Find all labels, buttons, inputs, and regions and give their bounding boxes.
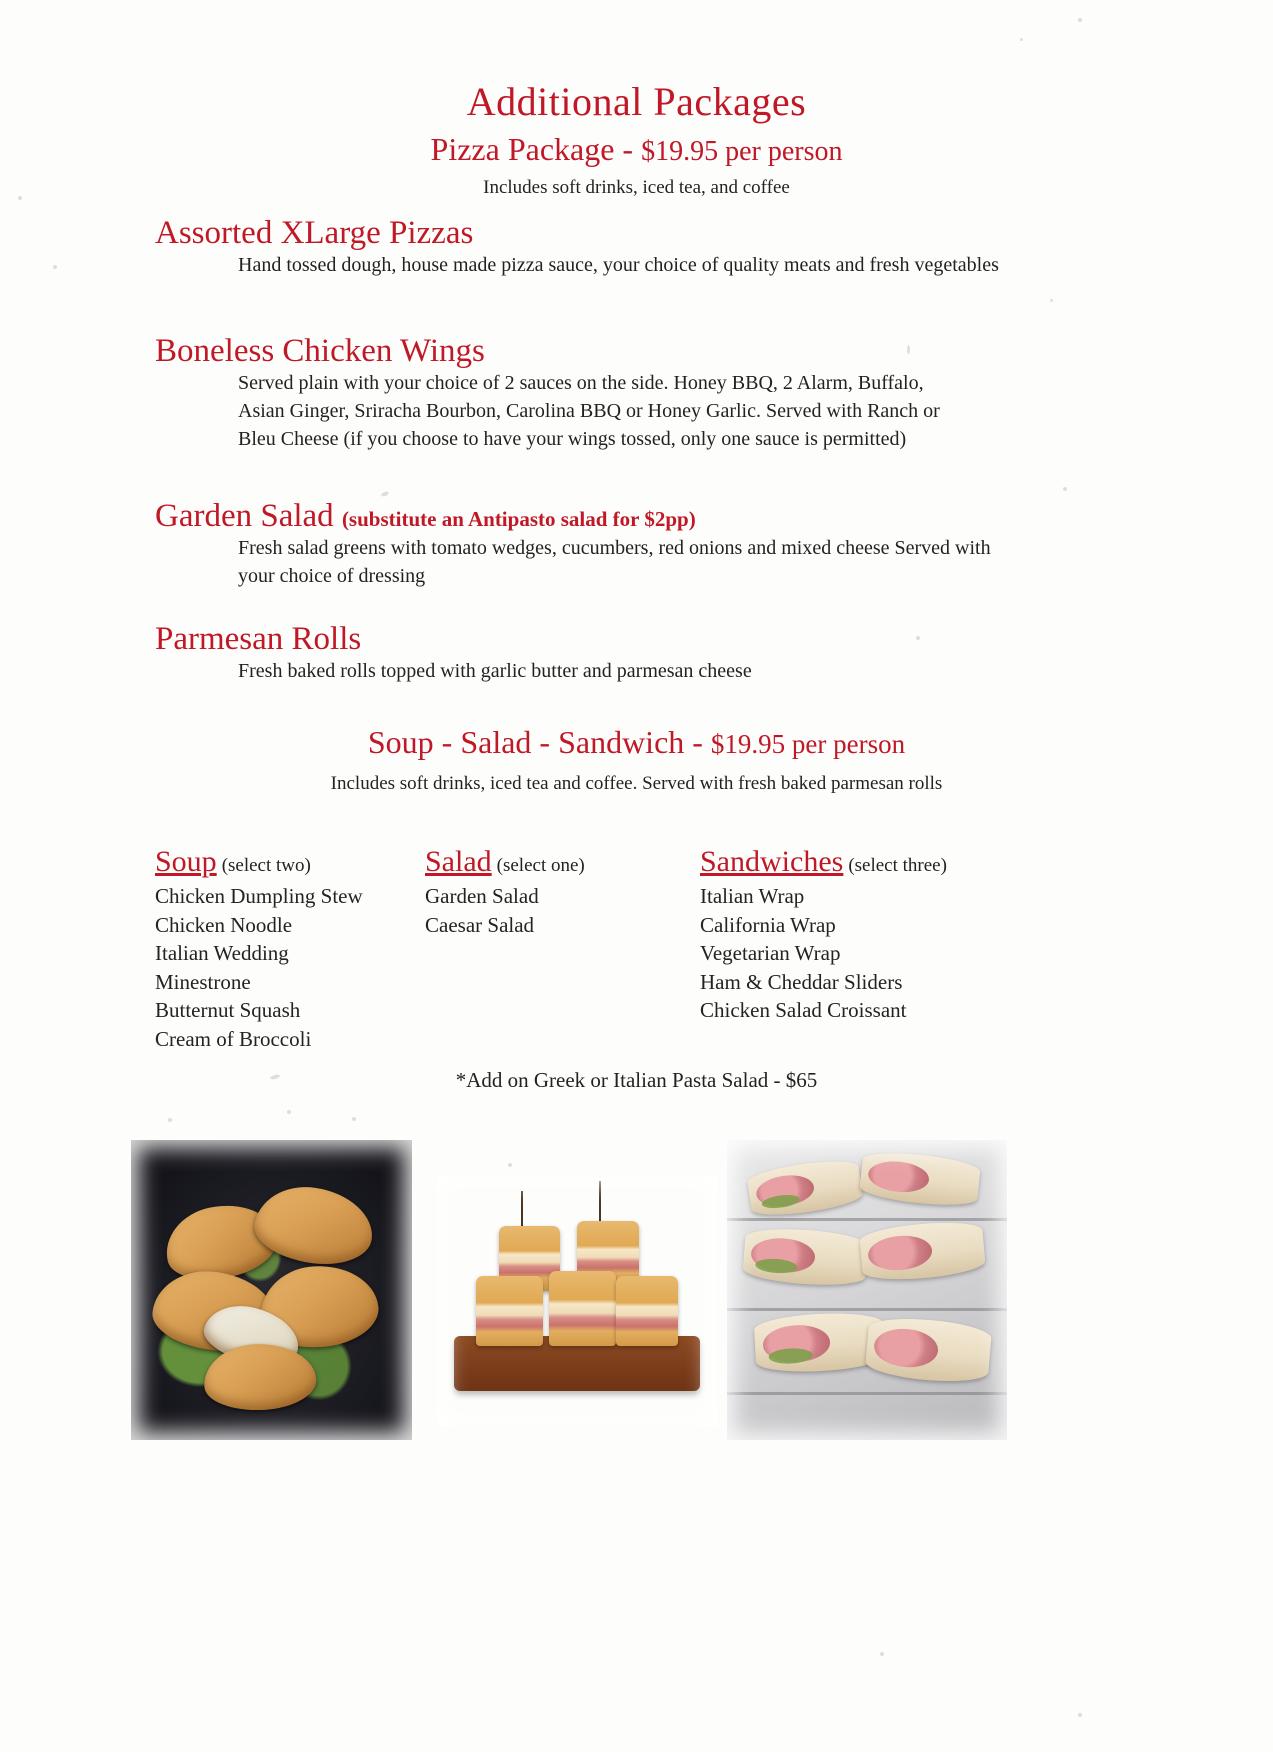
list-item: Chicken Noodle [155, 912, 293, 937]
toothpick [521, 1191, 523, 1231]
list-item: Butternut Squash [155, 998, 301, 1023]
display-rack-bar [727, 1308, 1007, 1311]
pizza-package-includes: Includes soft drinks, iced tea, and coffee [483, 177, 790, 198]
scan-speck [880, 1652, 884, 1656]
column-soup [155, 845, 425, 1053]
display-rack-bar [727, 1392, 1007, 1395]
chicken-salad-croissants-photo [131, 1140, 412, 1440]
scan-speck [1063, 487, 1067, 491]
list-item: Minestrone [155, 969, 251, 994]
toothpick [599, 1181, 601, 1226]
menu-item-note: (substitute an Antipasto salad for $2pp) [341, 507, 696, 531]
page-title: Additional Packages [466, 79, 807, 124]
scan-speck [1078, 1713, 1082, 1717]
menu-item-pizzas [155, 216, 1135, 279]
column-selection-note: (select one) [496, 855, 585, 876]
ham-cheddar-sliders-photo [437, 1176, 717, 1426]
scan-speck [352, 1117, 356, 1121]
assorted-wraps-photo [727, 1140, 1007, 1440]
soup-salad-sandwich-label: Soup - Salad - Sandwich - [367, 724, 711, 760]
soup-salad-sandwich-heading [0, 724, 1273, 761]
soup-salad-sandwich-price: $19.95 per person [710, 729, 906, 759]
column-soup-header [155, 845, 425, 878]
pasta-salad-addon: *Add on Greek or Italian Pasta Salad - $65 [455, 1068, 818, 1092]
menu-item-description: Fresh salad greens with tomato wedges, cucumbers, red onions and mixed cheese Served with your choice of dressing [238, 536, 991, 588]
scan-speck [53, 265, 57, 269]
list-item: Chicken Dumpling Stew [155, 884, 363, 908]
menu-item-name: Assorted XLarge Pizzas [155, 215, 474, 251]
scan-speck [1078, 18, 1082, 22]
pizza-package-heading [0, 131, 1273, 168]
column-selection-note: (select two) [221, 855, 311, 876]
column-sandwiches-header [700, 845, 1100, 878]
pizza-package-price: $19.95 per person [641, 136, 843, 167]
list-item: Italian Wrap [700, 884, 805, 908]
menu-item-title [155, 622, 1135, 657]
soup-options-list [155, 882, 425, 1053]
soup-salad-sandwich-includes: Includes soft drinks, iced tea and coffee. Served with fresh baked parmesan rolls [330, 773, 943, 794]
salad-options-list [425, 882, 700, 939]
menu-item-name: Parmesan Rolls [155, 621, 362, 657]
menu-item-wings [155, 334, 1135, 454]
list-item: Chicken Salad Croissant [700, 998, 907, 1023]
menu-item-title [155, 216, 1135, 251]
wrap-filling [867, 1233, 934, 1273]
wrap-filling [873, 1326, 940, 1370]
column-title: Sandwiches [700, 845, 844, 878]
list-item: Ham & Cheddar Sliders [700, 969, 903, 994]
wrap-sandwich [754, 1311, 886, 1375]
column-salad [425, 845, 700, 1053]
wrap-filling [867, 1158, 931, 1195]
menu-item-parmesan-rolls [155, 622, 1135, 685]
scan-speck [1020, 38, 1023, 41]
column-title: Soup [155, 845, 217, 878]
sandwich-options-list [700, 882, 1100, 1025]
column-selection-note: (select three) [848, 855, 947, 876]
menu-item-name: Boneless Chicken Wings [155, 333, 485, 369]
selection-columns [155, 845, 1155, 1053]
menu-item-name: Garden Salad [155, 498, 342, 534]
menu-item-title [155, 499, 1135, 534]
scan-speck [1050, 299, 1053, 302]
scan-speck [381, 491, 390, 497]
scan-speck [287, 1110, 291, 1114]
slider-sandwich [616, 1276, 678, 1346]
menu-item-description: Fresh baked rolls topped with garlic butter and parmesan cheese [238, 659, 752, 682]
list-item: Italian Wedding [155, 941, 289, 966]
column-salad-header [425, 845, 700, 878]
slider-sandwich [549, 1271, 616, 1346]
column-title: Salad [425, 845, 492, 878]
list-item: Caesar Salad [425, 912, 535, 937]
list-item: Cream of Broccoli [155, 1026, 312, 1051]
list-item: Vegetarian Wrap [700, 941, 841, 966]
menu-item-description: Served plain with your choice of 2 sauces on the side. Honey BBQ, 2 Alarm, Buffalo, Asian Ginger, Sriracha Bourbon, Carolina BBQ or Honey Garlic. Served with Ranch or Bleu Cheese (if you choose to have your wings tossed, only one sauce is permitted) [238, 371, 940, 451]
display-rack-bar [727, 1218, 1007, 1221]
photo-row [0, 1140, 1273, 1460]
menu-item-garden-salad [155, 499, 1135, 590]
menu-item-description: Hand tossed dough, house made pizza sauce, your choice of quality meats and fresh vegetables [238, 253, 999, 276]
column-sandwiches [700, 845, 1100, 1053]
pizza-package-label: Pizza Package - [430, 131, 642, 167]
menu-item-title [155, 334, 1135, 369]
slider-sandwich [476, 1276, 543, 1346]
list-item: Garden Salad [425, 884, 539, 908]
list-item: California Wrap [700, 912, 836, 937]
scan-speck [168, 1118, 172, 1122]
